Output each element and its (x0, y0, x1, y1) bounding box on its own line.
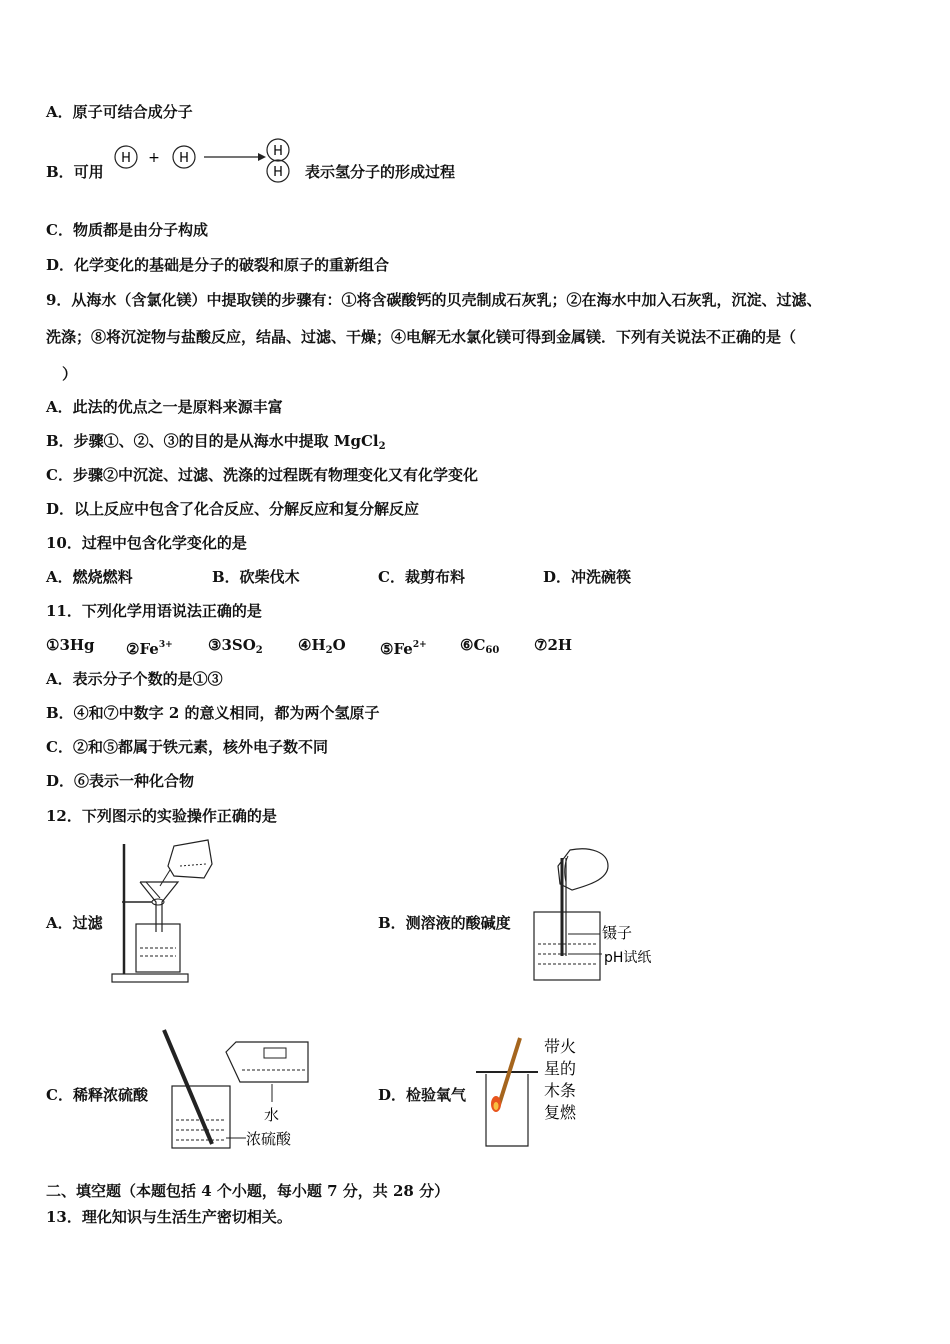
q12-option-a: A．过滤 (46, 914, 103, 932)
q9-stem-line1: 9．从海水（含氯化镁）中提取镁的步骤有：①将含碳酸钙的贝壳制成石灰乳；②在海水中加入石灰乳，沉淀、过滤、 (46, 291, 822, 309)
q11-symbol-6: $⑥C_{60}$ (460, 636, 500, 656)
q9-option-b: B．步骤①、②、③的目的是从海水中提取 MgCl$_2$ (46, 432, 386, 452)
h-molecule-atom-2: H (273, 165, 283, 180)
q9-option-d: D．以上反应中包含了化合反应、分解反应和复分解反应 (46, 500, 420, 518)
q11-option-d: D．⑥表示一种化合物 (46, 772, 195, 790)
q9-stem-line2: 洗涤；⑧将沉淀物与盐酸反应，结晶、过滤、干燥；④电解无水氯化镁可得到金属镁．下列有关说法不正确的是（ (46, 328, 797, 346)
h-atom-2: H (179, 151, 189, 166)
q8-option-d: D．化学变化的基础是分子的破裂和原子的重新组合 (46, 256, 390, 274)
q8-option-b-suffix: 表示氢分子的形成过程 (305, 163, 456, 181)
filtration-apparatus-figure (108, 836, 223, 986)
oxygen-test-figure (474, 1034, 604, 1152)
q8-option-c: C．物质都是由分子构成 (46, 221, 208, 239)
q11-symbol-5: $⑤Fe^{2+}$ (380, 640, 427, 658)
ph-test-figure (520, 846, 670, 986)
q12-option-c: C．稀释浓硫酸 (46, 1086, 148, 1104)
q11-symbol-7: ⑦2H (534, 636, 573, 654)
tweezers-label: 镊子 (602, 924, 633, 942)
section-2-heading: 二、填空题（本题包括 4 个小题，每小题 7 分，共 28 分） (46, 1182, 450, 1200)
q11-option-b: B．④和⑦中数字 2 的意义相同，都为两个氢原子 (46, 704, 380, 722)
h-molecule-atom-1: H (273, 144, 283, 159)
q10-stem: 10．过程中包含化学变化的是 (46, 534, 247, 552)
water-label: 水 (264, 1106, 280, 1124)
q12-option-d: D．检验氧气 (378, 1086, 467, 1104)
q12-option-b: B．测溶液的酸碱度 (378, 914, 511, 932)
q13-stem: 13．理化知识与生活生产密切相关。 (46, 1208, 292, 1226)
q12-stem: 12．下列图示的实验操作正确的是 (46, 807, 277, 825)
q11-option-a: A．表示分子个数的是①③ (46, 670, 223, 688)
plus-sign: + (148, 150, 160, 166)
label-line-4: 复燃 (544, 1103, 577, 1122)
q11-symbol-2: $②Fe^{3+}$ (126, 640, 173, 658)
q9-stem-line3: ） (62, 365, 78, 383)
q10-option-d: D．冲洗碗筷 (543, 568, 632, 586)
label-line-3: 木条 (544, 1081, 577, 1100)
q8-option-b-prefix: B．可用 (46, 163, 104, 181)
q9-option-a: A．此法的优点之一是原料来源丰富 (46, 398, 283, 416)
q11-symbol-3: $③3SO_2$ (208, 636, 263, 656)
hydrogen-molecule-formation-figure (112, 132, 312, 188)
q11-option-c: C．②和⑤都属于铁元素，核外电子数不同 (46, 738, 328, 756)
dilute-acid-figure (160, 1026, 320, 1152)
q10-option-b: B．砍柴伐木 (212, 568, 300, 586)
label-line-2: 星的 (544, 1059, 577, 1078)
q11-symbol-4: $④H_2O$ (298, 636, 346, 656)
q9-option-c: C．步骤②中沉淀、过滤、洗涤的过程既有物理变化又有化学变化 (46, 466, 478, 484)
ph-paper-label: pH试纸 (604, 950, 652, 966)
h-atom-1: H (121, 151, 131, 166)
label-line-1: 带火 (544, 1037, 577, 1056)
q10-option-a: A．燃烧燃料 (46, 568, 133, 586)
conc-acid-label: 浓硫酸 (246, 1130, 292, 1148)
q11-stem: 11．下列化学用语说法正确的是 (46, 602, 262, 620)
q8-option-a: A．原子可结合成分子 (46, 103, 193, 121)
q11-symbol-1: ①3Hg (46, 636, 95, 654)
q10-option-c: C．裁剪布料 (378, 568, 465, 586)
